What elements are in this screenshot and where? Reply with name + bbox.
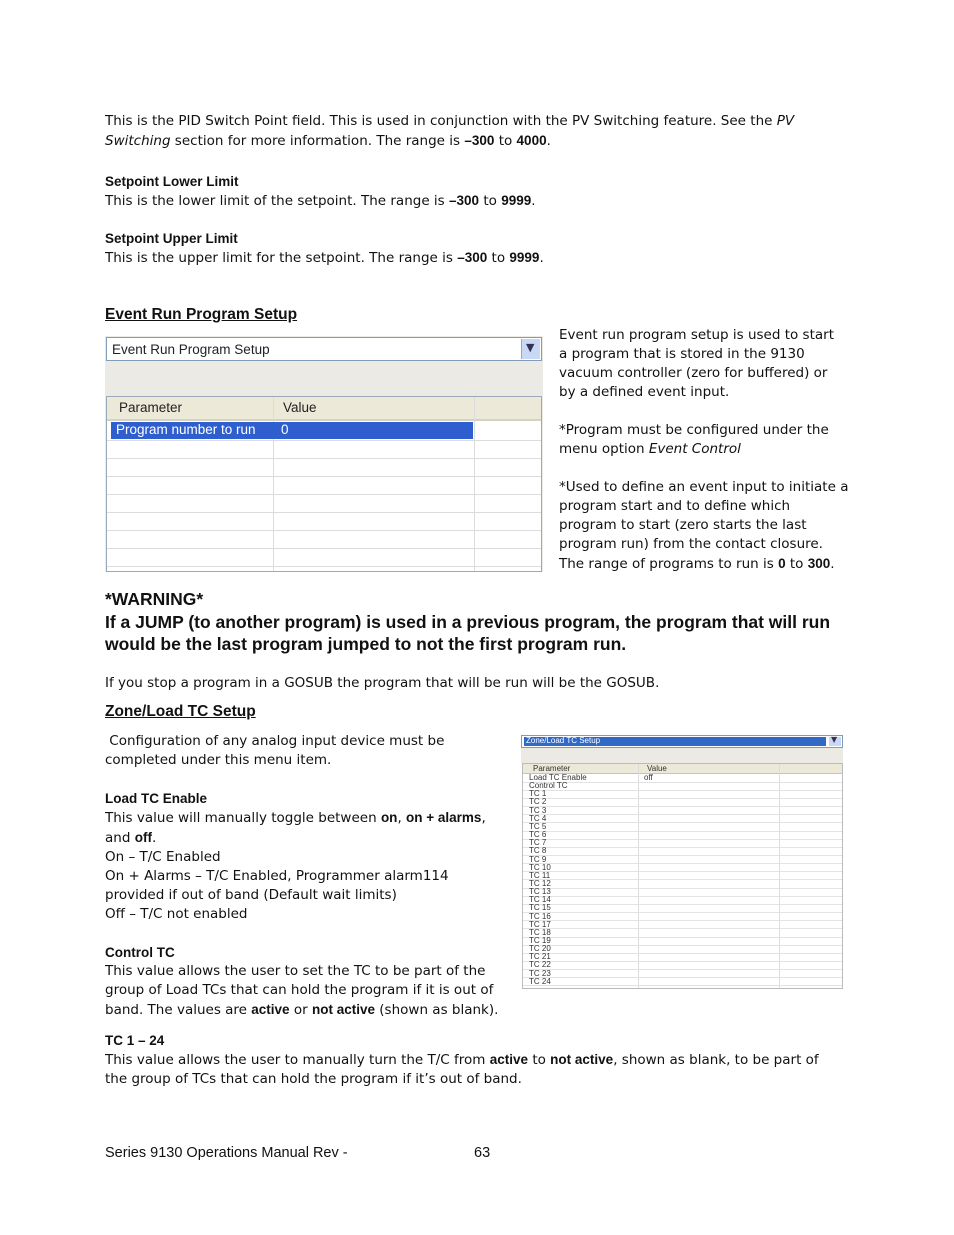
setpoint-upper-section (105, 229, 845, 268)
grid-line (523, 985, 842, 986)
event-run-dropdown-label: Event Run Program Setup (112, 342, 270, 357)
table-row-parameter[interactable]: Load TC Enable (529, 773, 587, 782)
setpoint-lower-text: This is the lower limit of the setpoint. The range is –300 to 9999. (105, 193, 536, 209)
zone-description (105, 732, 525, 1020)
warning-line: would be the last program jumped to not the first program run. (105, 634, 627, 654)
desc-line: program start and to define which (559, 498, 791, 514)
desc-line: *Program must be configured under the (559, 422, 829, 438)
grid-line (523, 831, 842, 832)
chevron-down-icon: ▼ (526, 341, 535, 354)
load-tc-heading: Load TC Enable (105, 791, 208, 806)
table-row-parameter[interactable]: TC 19 (529, 936, 551, 945)
intro-line-2: Switching section for more information. The range is –300 to 4000. (105, 133, 551, 149)
gosub-note: If you stop a program in a GOSUB the program that will be run will be the GOSUB. (105, 675, 660, 691)
zone-panel (521, 735, 843, 990)
grid-line (523, 822, 842, 823)
text-line: On – T/C Enabled (105, 849, 221, 865)
desc-line: Event run program setup is used to start (559, 327, 835, 343)
grid-line (107, 476, 541, 477)
zone-title: Zone/Load TC Setup (105, 703, 256, 720)
setpoint-upper-text: This is the upper limit for the setpoint. The range is –300 to 9999. (105, 250, 544, 266)
chevron-down-icon: ▼ (831, 735, 838, 744)
tc-section (105, 1031, 865, 1089)
desc-line: by a defined event input. (559, 384, 730, 400)
table-row-parameter[interactable]: TC 10 (529, 862, 551, 872)
tc-heading: TC 1 – 24 (105, 1033, 165, 1048)
event-run-description (559, 326, 859, 574)
zone-grid (522, 763, 843, 989)
zone-dropdown-selected (524, 737, 826, 746)
grid-line (107, 530, 541, 531)
setpoint-upper-heading: Setpoint Upper Limit (105, 231, 238, 246)
grid-line (523, 904, 842, 905)
text-line: Configuration of any analog input device must be (105, 733, 445, 749)
col-header-value: Value (283, 400, 317, 415)
grid-line (523, 782, 842, 783)
text-line: Off – T/C not enabled (105, 906, 248, 922)
zone-spacer (521, 748, 843, 763)
grid-line (523, 839, 842, 840)
grid-line (107, 512, 541, 513)
table-row-selected[interactable] (111, 422, 473, 439)
desc-line: The range of programs to run is 0 to 300. (559, 556, 835, 572)
text-line: This value allows the user to manually turn the T/C from active to not active, shown as blank, to be part of (105, 1052, 819, 1068)
warning-block (105, 588, 865, 656)
grid-line (523, 871, 842, 872)
control-tc-heading: Control TC (105, 945, 175, 960)
table-row-parameter[interactable]: TC 11 (529, 870, 551, 880)
table-row-parameter[interactable]: TC 23 (529, 968, 551, 978)
text-line: On + Alarms – T/C Enabled, Programmer alarm114 (105, 868, 449, 884)
grid-line (523, 855, 842, 856)
grid-line (523, 928, 842, 929)
table-row-parameter[interactable]: TC 8 (529, 846, 547, 856)
desc-line: program to start (zero starts the last (559, 517, 807, 533)
grid-line (107, 566, 541, 567)
grid-line (523, 912, 842, 913)
grid-line (523, 798, 842, 799)
grid-line (107, 440, 541, 441)
col-header-parameter: Parameter (533, 764, 571, 773)
event-run-title: Event Run Program Setup (105, 306, 298, 323)
footer-left: Series 9130 Operations Manual Rev - (105, 1145, 348, 1161)
grid-line (523, 961, 842, 962)
grid-line (107, 548, 541, 549)
table-row-parameter[interactable]: TC 21 (529, 952, 551, 962)
setpoint-lower-section (105, 172, 845, 211)
intro-paragraph (105, 112, 845, 151)
dropdown-button[interactable] (829, 737, 841, 746)
text-line: and off. (105, 830, 157, 846)
grid-line (523, 847, 842, 848)
page-number: 63 (474, 1145, 491, 1161)
table-row-parameter[interactable]: TC 7 (529, 838, 547, 848)
table-row-parameter[interactable]: TC 13 (529, 887, 551, 897)
grid-line (523, 920, 842, 921)
grid-line (523, 896, 842, 897)
setpoint-lower-heading: Setpoint Lower Limit (105, 174, 239, 189)
table-row-parameter[interactable]: TC 16 (529, 911, 551, 921)
table-row-parameter[interactable]: TC 1 (529, 789, 547, 799)
table-row-parameter[interactable]: TC 12 (529, 878, 551, 888)
text-line: band. The values are active or not active (shown as blank). (105, 1002, 499, 1018)
text-line: provided if out of band (Default wait limits) (105, 887, 397, 903)
grid-line (523, 969, 842, 970)
table-row-parameter[interactable]: Control TC (529, 781, 568, 791)
grid-line (523, 863, 842, 864)
table-row-parameter[interactable]: TC 20 (529, 944, 551, 954)
table-row-value[interactable]: off (644, 773, 653, 782)
event-run-grid (106, 396, 542, 572)
grid-divider (474, 397, 475, 571)
text-line: This value will manually toggle between on, on + alarms, (105, 810, 486, 826)
row-param: Program number to run (116, 422, 256, 437)
grid-line (107, 458, 541, 459)
grid-line (523, 879, 842, 880)
intro-line-1: This is the PID Switch Point field. This is used in conjunction with the PV Switching feature. See the PV (105, 113, 795, 129)
event-run-panel (105, 336, 543, 572)
table-row-parameter[interactable]: TC 22 (529, 960, 551, 970)
table-row-parameter[interactable]: TC 24 (529, 976, 551, 986)
grid-line (523, 888, 842, 889)
grid-header (107, 397, 541, 421)
table-row-parameter[interactable]: TC 2 (529, 797, 547, 807)
text-line: group of Load TCs that can hold the program if it is out of (105, 982, 494, 998)
col-header-value: Value (647, 764, 667, 773)
desc-line: vacuum controller (zero for buffered) or (559, 365, 828, 381)
grid-line (523, 953, 842, 954)
desc-line: menu option Event Control (559, 441, 741, 457)
table-row-parameter[interactable]: TC 4 (529, 813, 547, 823)
row-value: 0 (281, 422, 289, 437)
table-row-parameter[interactable]: TC 6 (529, 830, 547, 840)
grid-line (523, 937, 842, 938)
grid-line (523, 814, 842, 815)
col-header-parameter: Parameter (119, 400, 183, 415)
grid-line (523, 790, 842, 791)
text-line: This value allows the user to set the TC to be part of the (105, 963, 486, 979)
text-line: completed under this menu item. (105, 752, 332, 768)
desc-line: program run) from the contact closure. (559, 536, 823, 552)
desc-line: a program that is stored in the 9130 (559, 346, 805, 362)
grid-line (523, 945, 842, 946)
table-row-parameter[interactable]: TC 3 (529, 805, 547, 815)
zone-dropdown-label: Zone/Load TC Setup (526, 736, 601, 745)
table-row-parameter[interactable]: TC 14 (529, 895, 551, 905)
grid-line (523, 977, 842, 978)
desc-line: *Used to define an event input to initiate a (559, 479, 849, 495)
table-row-parameter[interactable]: TC 5 (529, 821, 547, 831)
dropdown-button[interactable] (521, 339, 540, 359)
text-line: the group of TCs that can hold the program if it’s out of band. (105, 1071, 522, 1087)
table-row-parameter[interactable]: TC 9 (529, 854, 547, 864)
grid-line (523, 806, 842, 807)
zone-dropdown[interactable] (521, 735, 843, 748)
warning-label: *WARNING* (105, 589, 204, 609)
table-row-parameter[interactable]: TC 15 (529, 903, 551, 913)
table-row-parameter[interactable]: TC 18 (529, 927, 551, 937)
event-run-dropdown[interactable] (106, 337, 542, 361)
table-row-parameter[interactable]: TC 17 (529, 919, 551, 929)
warning-line: If a JUMP (to another program) is used in a previous program, the program that will run (105, 611, 831, 632)
grid-line (107, 494, 541, 495)
